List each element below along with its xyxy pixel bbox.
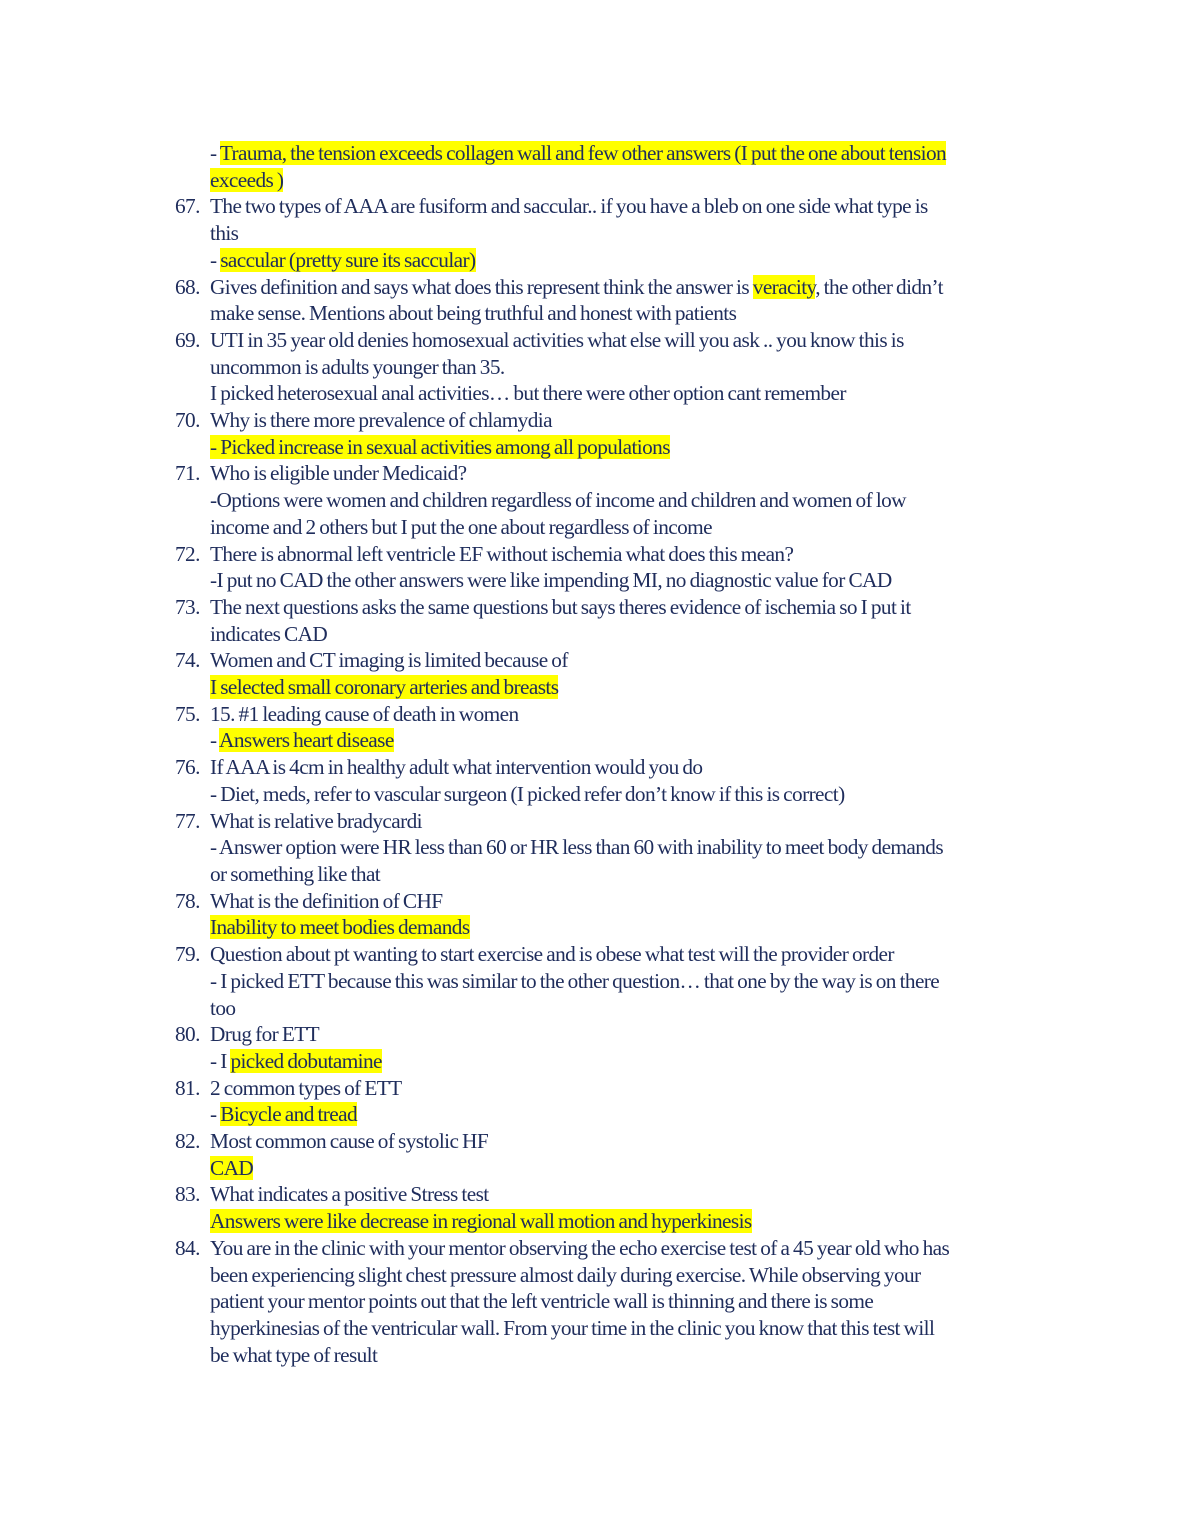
item-number: 80. xyxy=(175,1022,200,1047)
text-line xyxy=(172,1315,1052,1342)
text-line xyxy=(172,781,1052,808)
text-line xyxy=(172,861,1052,888)
text-segment: - I picked ETT because this was similar to the other question… that one by the way is on there xyxy=(210,968,940,993)
highlighted-answer: saccular (pretty sure its saccular) xyxy=(220,247,476,272)
text-line xyxy=(172,1262,1052,1289)
item-number: 78. xyxy=(175,888,200,913)
text-line xyxy=(172,1021,1052,1048)
text-line xyxy=(172,727,1052,754)
text-line xyxy=(172,140,1052,167)
text-line xyxy=(172,647,1052,674)
text-line xyxy=(172,327,1052,354)
text-line xyxy=(172,1155,1052,1182)
text-line xyxy=(172,941,1052,968)
text-line xyxy=(172,193,1052,220)
highlighted-answer: exceeds ) xyxy=(210,167,284,192)
text-segment: uncommon is adults younger than 35. xyxy=(210,354,505,379)
text-line xyxy=(172,541,1052,568)
text-segment: indicates CAD xyxy=(210,621,328,646)
text-segment: I picked heterosexual anal activities… but there were other option cant remember xyxy=(210,381,846,406)
text-segment: - xyxy=(210,1102,221,1127)
text-line xyxy=(172,1181,1052,1208)
text-segment: 15. #1 leading cause of death in women xyxy=(210,701,519,726)
text-segment: What indicates a positive Stress test xyxy=(210,1182,489,1207)
text-segment: hyperkinesias of the ventricular wall. From your time in the clinic you know that this test will xyxy=(210,1315,935,1340)
text-line xyxy=(172,300,1052,327)
text-line xyxy=(172,808,1052,835)
text-segment: UTI in 35 year old denies homosexual activities what else will you ask .. you know this is xyxy=(210,327,904,352)
text-segment: The two types of AAA are fusiform and saccular.. if you have a bleb on one side what type is xyxy=(210,194,928,219)
text-segment: too xyxy=(210,995,236,1020)
item-number: 71. xyxy=(175,461,200,486)
text-segment: 2 common types of ETT xyxy=(210,1075,402,1100)
text-segment: What is relative bradycardi xyxy=(210,808,422,833)
text-line xyxy=(172,247,1052,274)
text-segment: Question about pt wanting to start exercise and is obese what test will the provider order xyxy=(210,942,894,967)
text-line xyxy=(172,514,1052,541)
text-line xyxy=(172,1101,1052,1128)
text-line xyxy=(172,1075,1052,1102)
text-segment: been experiencing slight chest pressure almost daily during exercise. While observing your xyxy=(210,1262,921,1287)
item-number: 74. xyxy=(175,648,200,673)
highlighted-answer: Bicycle and tread xyxy=(220,1102,358,1127)
text-segment: What is the definition of CHF xyxy=(210,888,443,913)
text-line xyxy=(172,434,1052,461)
highlighted-answer: I selected small coronary arteries and breasts xyxy=(210,675,559,700)
text-line xyxy=(172,834,1052,861)
text-line xyxy=(172,487,1052,514)
text-line xyxy=(172,674,1052,701)
text-segment: -Options were women and children regardless of income and children and women of low xyxy=(210,488,906,513)
text-line xyxy=(172,1235,1052,1262)
item-number: 76. xyxy=(175,755,200,780)
text-segment: , the other didn’t xyxy=(815,274,943,299)
text-segment: - I xyxy=(210,1048,231,1073)
text-line xyxy=(172,995,1052,1022)
text-line xyxy=(172,220,1052,247)
text-line xyxy=(172,1048,1052,1075)
text-segment: The next questions asks the same questions but says theres evidence of ischemia so I put it xyxy=(210,594,911,619)
text-segment: - xyxy=(210,728,220,753)
text-line xyxy=(172,274,1052,301)
highlighted-answer: CAD xyxy=(210,1155,254,1180)
text-segment: patient your mentor points out that the left ventricle wall is thinning and there is some xyxy=(210,1289,874,1314)
text-segment: this xyxy=(210,221,239,246)
text-line xyxy=(172,460,1052,487)
text-line xyxy=(172,914,1052,941)
item-number: 70. xyxy=(175,408,200,433)
item-number: 84. xyxy=(175,1235,200,1260)
text-line xyxy=(172,621,1052,648)
item-number: 68. xyxy=(175,274,200,299)
text-segment: You are in the clinic with your mentor observing the echo exercise test of a 45 year old who has xyxy=(210,1235,950,1260)
text-line xyxy=(172,1288,1052,1315)
highlighted-answer: veracity xyxy=(752,274,816,299)
text-segment: Most common cause of systolic HF xyxy=(210,1129,489,1154)
text-segment: If AAA is 4cm in healthy adult what intervention would you do xyxy=(210,755,703,780)
text-segment: - Diet, meds, refer to vascular surgeon (I picked refer don’t know if this is correct) xyxy=(210,781,845,806)
text-line xyxy=(172,1128,1052,1155)
text-segment: Why is there more prevalence of chlamydia xyxy=(210,408,552,433)
text-segment: There is abnormal left ventricle EF without ischemia what does this mean? xyxy=(210,541,794,566)
text-line xyxy=(172,380,1052,407)
item-number: 75. xyxy=(175,701,200,726)
highlighted-answer: Inability to meet bodies demands xyxy=(210,915,470,940)
text-line xyxy=(172,701,1052,728)
text-segment: make sense. Mentions about being truthful and honest with patients xyxy=(210,301,737,326)
item-number: 69. xyxy=(175,327,200,352)
document-page xyxy=(172,140,1052,1368)
item-number: 77. xyxy=(175,808,200,833)
item-number: 67. xyxy=(175,194,200,219)
text-line xyxy=(172,1342,1052,1369)
item-number: 82. xyxy=(175,1129,200,1154)
text-line xyxy=(172,1208,1052,1235)
highlighted-answer: Answers were like decrease in regional wall motion and hyperkinesis xyxy=(210,1209,752,1234)
item-number: 73. xyxy=(175,594,200,619)
highlighted-answer: Answers heart disease xyxy=(219,728,394,753)
text-line xyxy=(172,567,1052,594)
item-number: 83. xyxy=(175,1182,200,1207)
text-segment: - xyxy=(210,141,220,165)
item-number: 79. xyxy=(175,942,200,967)
text-line xyxy=(172,754,1052,781)
item-number: 72. xyxy=(175,541,200,566)
text-line xyxy=(172,354,1052,381)
text-line xyxy=(172,167,1052,194)
text-segment: Drug for ETT xyxy=(210,1022,320,1047)
text-line xyxy=(172,968,1052,995)
text-segment: Who is eligible under Medicaid? xyxy=(210,461,467,486)
text-line xyxy=(172,407,1052,434)
text-segment: income and 2 others but I put the one about regardless of income xyxy=(210,514,712,539)
text-segment: or something like that xyxy=(210,861,381,886)
highlighted-answer: picked dobutamine xyxy=(230,1048,382,1073)
item-number: 81. xyxy=(175,1075,200,1100)
text-segment: be what type of result xyxy=(210,1342,378,1367)
text-segment: Women and CT imaging is limited because of xyxy=(210,648,568,673)
highlighted-answer: Trauma, the tension exceeds collagen wall and few other answers (I put the one about tension xyxy=(219,141,947,165)
text-segment: - xyxy=(210,247,221,272)
text-segment: Gives definition and says what does this represent think the answer is xyxy=(210,274,753,299)
text-segment: -I put no CAD the other answers were like impending MI, no diagnostic value for CAD xyxy=(210,568,892,593)
text-line xyxy=(172,888,1052,915)
text-segment: - Answer option were HR less than 60 or HR less than 60 with inability to meet body demands xyxy=(210,835,944,860)
text-line xyxy=(172,594,1052,621)
highlighted-answer: - Picked increase in sexual activities among all populations xyxy=(210,434,670,459)
